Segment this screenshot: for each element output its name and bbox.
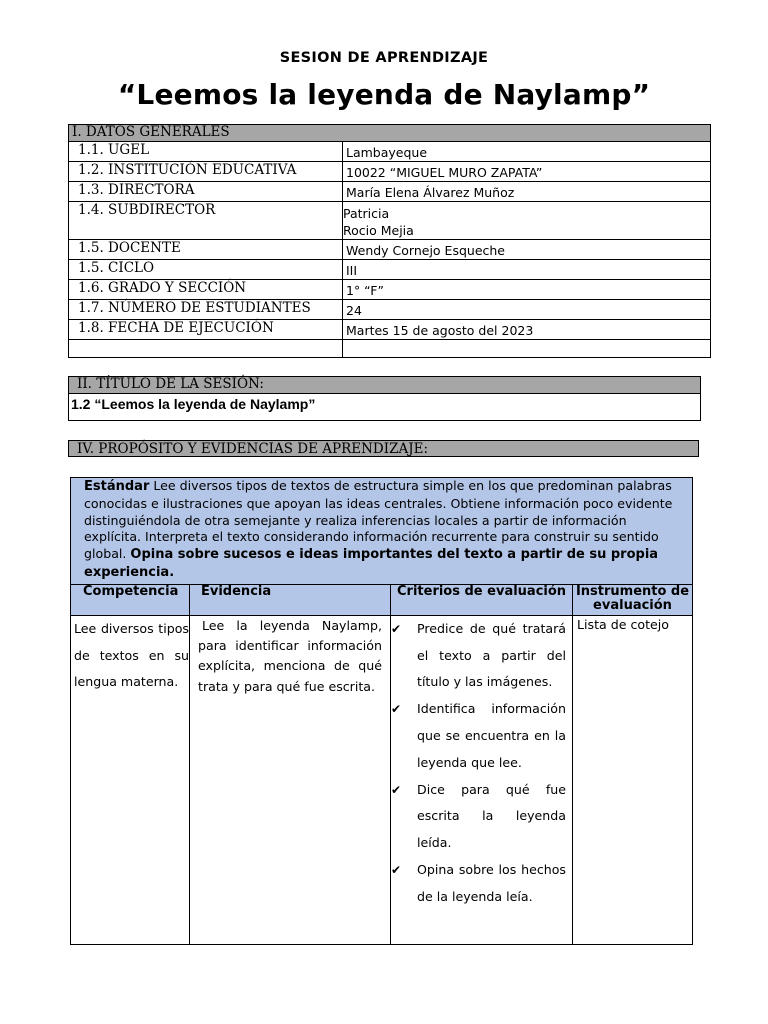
row-label: 1.7. NÚMERO DE ESTUDIANTES <box>69 300 343 320</box>
row-label: 1.3. DIRECTORA <box>69 182 343 202</box>
check-icon: ✔ <box>391 862 402 877</box>
row-value: 1° “F” <box>343 280 711 300</box>
estandar-text: Lee diversos tipos de textos de estructura simple en los que predominan palabras conocidas e ilustraciones que apoyan las ideas centrales. Obtiene información poco evidente distinguiéndola de otra semejante y realiza inferencias locales a partir de información explícita. Interpreta el texto considerando información recurrente para construir su sentido global. <box>84 478 673 562</box>
subdirector-line-1: Patricia <box>343 206 390 221</box>
list-item <box>391 777 566 857</box>
row-value: III <box>343 260 711 280</box>
row-label: 1.5. DOCENTE <box>69 240 343 260</box>
estandar-label: Estándar <box>84 479 150 494</box>
criterio-text: Identifica información que se encuentra en la leyenda que lee. <box>417 701 566 770</box>
empty-cell <box>343 340 711 358</box>
table-row <box>69 260 711 280</box>
table-row <box>69 240 711 260</box>
estandar-bold-text: Opina sobre sucesos e ideas importantes del texto a partir de su propia experiencia. <box>84 547 659 580</box>
subdirector-line-2: Rocio Mejia <box>343 223 414 238</box>
row-label: 1.2. INSTITUCIÓN EDUCATIVA <box>69 162 343 182</box>
table-row <box>69 202 711 240</box>
titulo-sesion-table <box>68 376 701 421</box>
datos-generales-heading: I. DATOS GENERALES <box>69 125 711 142</box>
row-label: 1.4. SUBDIRECTOR <box>69 202 343 240</box>
table-row <box>69 142 711 162</box>
row-value: 10022 “MIGUEL MURO ZAPATA” <box>343 162 711 182</box>
titulo-sesion-header-row <box>69 377 701 394</box>
criterios-cell <box>391 615 573 944</box>
estandar-row <box>71 478 693 585</box>
row-value: Martes 15 de agosto del 2023 <box>343 320 711 340</box>
row-value: Lambayeque <box>343 142 711 162</box>
row-label: 1.1. UGEL <box>69 142 343 162</box>
list-item <box>391 616 566 696</box>
titulo-sesion-heading: II. TÍTULO DE LA SESIÓN: <box>69 377 701 394</box>
row-label: 1.6. GRADO Y SECCIÓN <box>69 280 343 300</box>
proposito-heading: IV. PROPÓSITO Y EVIDENCIAS DE APRENDIZAJE: <box>68 440 699 457</box>
list-item <box>391 696 566 776</box>
row-value: Wendy Cornejo Esqueche <box>343 240 711 260</box>
datos-generales-header-row <box>69 125 711 142</box>
document-subtitle: SESION DE APRENDIZAJE <box>279 50 489 66</box>
table-row <box>69 162 711 182</box>
competencia-cell: Lee diversos tipos de textos en su lengua materna. <box>71 615 190 944</box>
evaluation-table <box>70 477 693 945</box>
check-icon: ✔ <box>391 782 402 797</box>
evaluation-body-row <box>71 615 693 944</box>
check-icon: ✔ <box>391 702 402 717</box>
column-header-row <box>71 584 693 615</box>
evidencia-cell: Lee la leyenda Naylamp, para identificar información explícita, menciona de qué trata y para qué fue escrita. <box>190 615 391 944</box>
table-row <box>69 280 711 300</box>
check-icon: ✔ <box>391 621 402 636</box>
titulo-sesion-value-row <box>69 394 701 421</box>
column-header-criterios: Criterios de evaluación <box>391 584 573 615</box>
criterios-list <box>391 616 572 911</box>
instrumento-cell: Lista de cotejo <box>573 615 693 944</box>
row-label: 1.8. FECHA DE EJECUCIÓN <box>69 320 343 340</box>
titulo-sesion-value: 1.2 “Leemos la leyenda de Naylamp” <box>69 394 701 421</box>
column-header-instrumento: Instrumento de evaluación <box>573 584 693 615</box>
row-value <box>343 202 711 240</box>
list-item <box>391 857 566 911</box>
estandar-cell <box>71 478 693 585</box>
table-row <box>69 182 711 202</box>
datos-generales-table <box>68 124 711 358</box>
row-value: María Elena Álvarez Muñoz <box>343 182 711 202</box>
criterio-text: Predice de qué tratará el texto a partir del título y las imágenes. <box>417 620 566 690</box>
row-label: 1.5. CICLO <box>69 260 343 280</box>
empty-cell <box>69 340 343 358</box>
empty-row <box>69 340 711 358</box>
table-row <box>69 300 711 320</box>
column-header-evidencia: Evidencia <box>190 584 391 615</box>
criterio-text: Dice para qué fue escrita la leyenda leída. <box>417 781 566 851</box>
row-value: 24 <box>343 300 711 320</box>
table-row <box>69 320 711 340</box>
criterio-text: Opina sobre los hechos de la leyenda leía. <box>417 861 566 904</box>
column-header-competencia: Competencia <box>71 584 190 615</box>
document-title: “Leemos la leyenda de Naylamp” <box>117 78 651 111</box>
